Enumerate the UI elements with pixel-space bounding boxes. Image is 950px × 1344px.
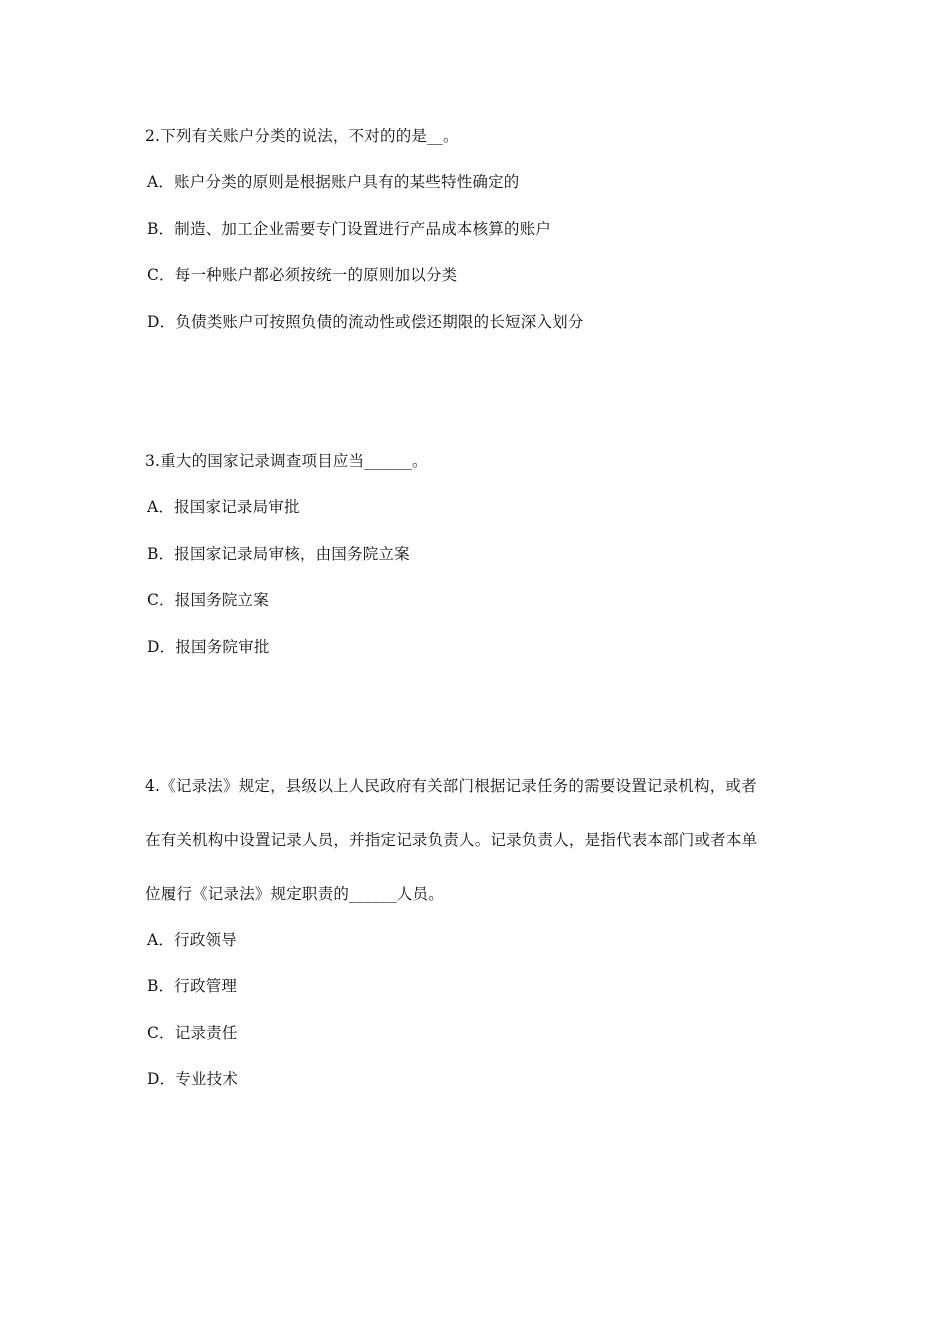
question-4-option-a: A．行政领导 bbox=[147, 931, 237, 949]
question-3-option-c: C．报国务院立案 bbox=[147, 591, 269, 609]
question-4-option-d: D．专业技术 bbox=[147, 1070, 239, 1088]
question-3-option-d: D．报国务院审批 bbox=[147, 638, 270, 656]
question-2-stem: 2.下列有关账户分类的说法，不对的的是__。 bbox=[145, 127, 459, 145]
question-3-option-a: A．报国家记录局审批 bbox=[147, 498, 300, 516]
question-2-option-a: A．账户分类的原则是根据账户具有的某些特性确定的 bbox=[147, 173, 520, 191]
question-3-stem: 3.重大的国家记录调查项目应当______。 bbox=[145, 452, 428, 470]
question-3-option-b: B．报国家记录局审核，由国务院立案 bbox=[147, 545, 410, 563]
question-2-option-d: D．负债类账户可按照负债的流动性或偿还期限的长短深入划分 bbox=[147, 313, 584, 331]
question-4-stem-line-2: 在有关机构中设置记录人员，并指定记录负责人。记录负责人，是指代表本部门或者本单 bbox=[145, 831, 758, 849]
question-2-option-c: C．每一种账户都必须按统一的原则加以分类 bbox=[147, 266, 458, 284]
question-4-stem-line-3: 位履行《记录法》规定职责的______人员。 bbox=[145, 885, 444, 903]
question-4-option-b: B．行政管理 bbox=[147, 977, 238, 995]
question-4-stem-line-1: 4.《记录法》规定，县级以上人民政府有关部门根据记录任务的需要设置记录机构，或者 bbox=[145, 777, 757, 795]
question-4-option-c: C．记录责任 bbox=[147, 1024, 238, 1042]
question-2-option-b: B．制造、加工企业需要专门设置进行产品成本核算的账户 bbox=[147, 220, 552, 238]
